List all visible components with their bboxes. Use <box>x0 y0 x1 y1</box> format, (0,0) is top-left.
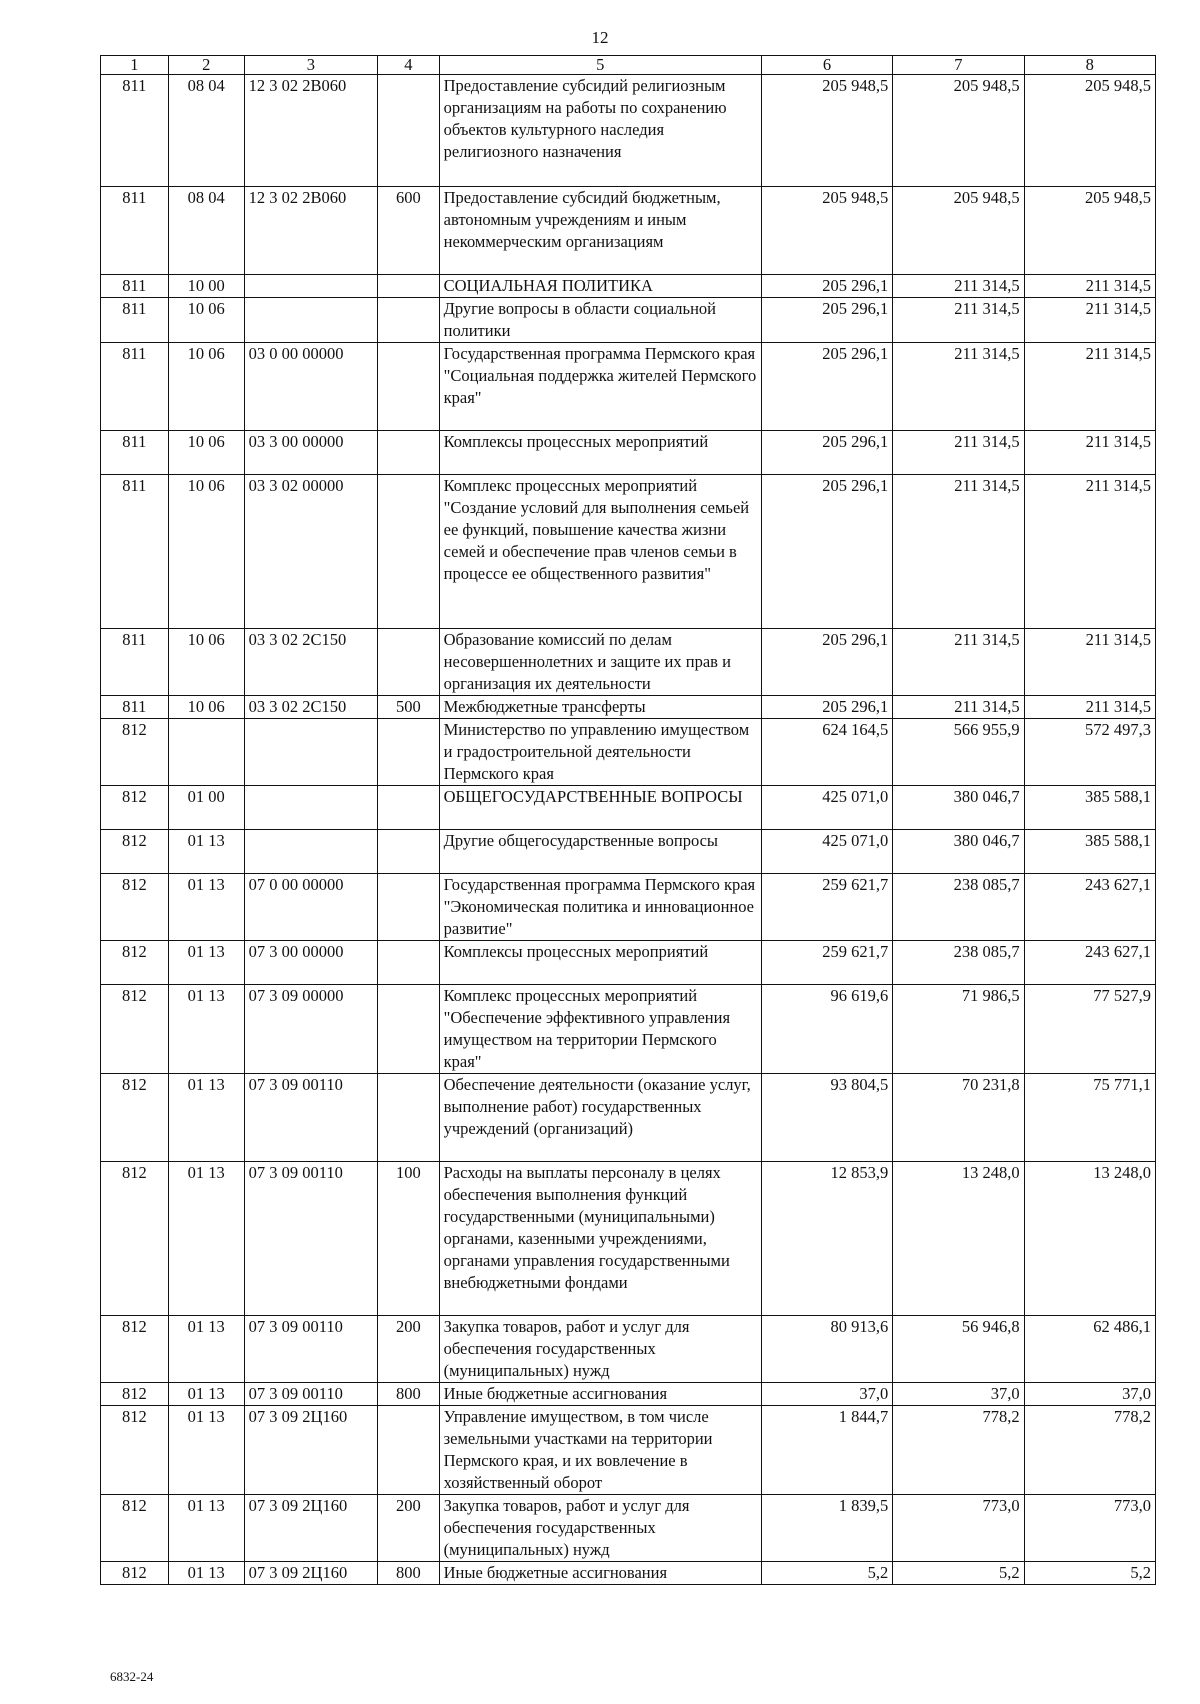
expense-type-cell <box>378 1406 440 1495</box>
amount-2024-cell: 205 948,5 <box>761 187 892 275</box>
amount-2025-cell: 778,2 <box>893 1406 1024 1495</box>
description-cell: Иные бюджетные ассигнования <box>439 1562 761 1585</box>
section-code-cell: 01 13 <box>168 1562 244 1585</box>
amount-2026-cell: 385 588,1 <box>1024 786 1155 830</box>
amount-2026-cell: 773,0 <box>1024 1495 1155 1562</box>
description-cell: Иные бюджетные ассигнования <box>439 1383 761 1406</box>
description-cell: Другие общегосударственные вопросы <box>439 830 761 874</box>
target-article-cell <box>244 275 377 298</box>
target-article-cell: 07 0 00 00000 <box>244 874 377 941</box>
section-code-cell: 10 06 <box>168 298 244 343</box>
amount-2024-cell: 425 071,0 <box>761 786 892 830</box>
description-cell: Комплексы процессных мероприятий <box>439 431 761 475</box>
column-header: 4 <box>378 56 440 75</box>
expense-type-cell <box>378 786 440 830</box>
expense-type-cell: 800 <box>378 1383 440 1406</box>
expense-type-cell <box>378 275 440 298</box>
target-article-cell: 07 3 09 00110 <box>244 1162 377 1316</box>
amount-2025-cell: 211 314,5 <box>893 343 1024 431</box>
amount-2025-cell: 566 955,9 <box>893 719 1024 786</box>
amount-2025-cell: 211 314,5 <box>893 275 1024 298</box>
admin-code-cell: 812 <box>101 786 169 830</box>
admin-code-cell: 812 <box>101 1406 169 1495</box>
amount-2025-cell: 238 085,7 <box>893 874 1024 941</box>
target-article-cell: 07 3 09 2Ц160 <box>244 1495 377 1562</box>
column-number-row <box>101 56 1156 75</box>
amount-2025-cell: 205 948,5 <box>893 187 1024 275</box>
admin-code-cell: 811 <box>101 629 169 696</box>
admin-code-cell: 811 <box>101 431 169 475</box>
admin-code-cell: 811 <box>101 275 169 298</box>
section-code-cell: 10 06 <box>168 696 244 719</box>
admin-code-cell: 811 <box>101 298 169 343</box>
section-code-cell: 10 06 <box>168 343 244 431</box>
section-code-cell: 01 00 <box>168 786 244 830</box>
amount-2026-cell: 211 314,5 <box>1024 343 1155 431</box>
column-header: 1 <box>101 56 169 75</box>
amount-2026-cell: 211 314,5 <box>1024 475 1155 629</box>
table-row <box>101 1383 1156 1406</box>
amount-2024-cell: 205 296,1 <box>761 696 892 719</box>
section-code-cell: 10 06 <box>168 629 244 696</box>
table-row <box>101 719 1156 786</box>
target-article-cell: 07 3 00 00000 <box>244 941 377 985</box>
description-cell: Обеспечение деятельности (оказание услуг, выполнение работ) государственных учреждений (организаций) <box>439 1074 761 1162</box>
section-code-cell: 01 13 <box>168 1383 244 1406</box>
expense-type-cell <box>378 985 440 1074</box>
amount-2026-cell: 77 527,9 <box>1024 985 1155 1074</box>
amount-2024-cell: 93 804,5 <box>761 1074 892 1162</box>
expense-type-cell <box>378 874 440 941</box>
table-row <box>101 985 1156 1074</box>
section-code-cell: 01 13 <box>168 1316 244 1383</box>
expense-type-cell <box>378 719 440 786</box>
target-article-cell: 03 3 02 00000 <box>244 475 377 629</box>
table-row <box>101 1074 1156 1162</box>
amount-2025-cell: 211 314,5 <box>893 431 1024 475</box>
table-row <box>101 343 1156 431</box>
expense-type-cell: 200 <box>378 1316 440 1383</box>
admin-code-cell: 812 <box>101 985 169 1074</box>
target-article-cell: 07 3 09 00000 <box>244 985 377 1074</box>
document-code: 6832-24 <box>110 1669 154 1684</box>
expense-type-cell <box>378 830 440 874</box>
section-code-cell: 10 06 <box>168 431 244 475</box>
section-code-cell: 01 13 <box>168 1162 244 1316</box>
target-article-cell: 07 3 09 00110 <box>244 1316 377 1383</box>
amount-2025-cell: 37,0 <box>893 1383 1024 1406</box>
expense-type-cell: 800 <box>378 1562 440 1585</box>
table-row <box>101 941 1156 985</box>
table-row <box>101 298 1156 343</box>
table-row <box>101 1495 1156 1562</box>
amount-2026-cell: 75 771,1 <box>1024 1074 1155 1162</box>
description-cell: Комплекс процессных мероприятий "Обеспечение эффективного управления имуществом на территории Пермского края" <box>439 985 761 1074</box>
table-row <box>101 75 1156 187</box>
amount-2025-cell: 211 314,5 <box>893 298 1024 343</box>
expense-type-cell <box>378 941 440 985</box>
expense-type-cell <box>378 629 440 696</box>
amount-2024-cell: 259 621,7 <box>761 874 892 941</box>
target-article-cell <box>244 298 377 343</box>
description-cell: Закупка товаров, работ и услуг для обеспечения государственных (муниципальных) нужд <box>439 1316 761 1383</box>
table-row <box>101 696 1156 719</box>
amount-2024-cell: 205 296,1 <box>761 629 892 696</box>
target-article-cell <box>244 719 377 786</box>
admin-code-cell: 812 <box>101 874 169 941</box>
table-row <box>101 187 1156 275</box>
amount-2025-cell: 380 046,7 <box>893 786 1024 830</box>
amount-2026-cell: 62 486,1 <box>1024 1316 1155 1383</box>
target-article-cell <box>244 830 377 874</box>
admin-code-cell: 812 <box>101 1562 169 1585</box>
table-row <box>101 1562 1156 1585</box>
amount-2024-cell: 205 948,5 <box>761 75 892 187</box>
description-cell: Министерство по управлению имуществом и градостроительной деятельности Пермского края <box>439 719 761 786</box>
admin-code-cell: 812 <box>101 941 169 985</box>
amount-2024-cell: 37,0 <box>761 1383 892 1406</box>
amount-2024-cell: 5,2 <box>761 1562 892 1585</box>
amount-2024-cell: 1 839,5 <box>761 1495 892 1562</box>
section-code-cell: 01 13 <box>168 1406 244 1495</box>
table-row <box>101 1406 1156 1495</box>
amount-2026-cell: 243 627,1 <box>1024 941 1155 985</box>
section-code-cell: 01 13 <box>168 874 244 941</box>
admin-code-cell: 812 <box>101 1495 169 1562</box>
column-header: 6 <box>761 56 892 75</box>
expense-type-cell <box>378 75 440 187</box>
column-header: 7 <box>893 56 1024 75</box>
section-code-cell: 01 13 <box>168 830 244 874</box>
section-code-cell: 08 04 <box>168 75 244 187</box>
amount-2026-cell: 37,0 <box>1024 1383 1155 1406</box>
amount-2024-cell: 624 164,5 <box>761 719 892 786</box>
amount-2025-cell: 211 314,5 <box>893 629 1024 696</box>
column-header: 5 <box>439 56 761 75</box>
description-cell: Расходы на выплаты персоналу в целях обеспечения выполнения функций государственными (муниципальными) органами, казенными учреждениями, органами управления государственными внебюджетными фондами <box>439 1162 761 1316</box>
admin-code-cell: 811 <box>101 696 169 719</box>
expense-type-cell <box>378 475 440 629</box>
section-code-cell: 01 13 <box>168 1074 244 1162</box>
expense-type-cell: 200 <box>378 1495 440 1562</box>
table-body <box>101 75 1156 1585</box>
page-number: 12 <box>591 28 609 47</box>
amount-2026-cell: 211 314,5 <box>1024 298 1155 343</box>
target-article-cell: 03 3 00 00000 <box>244 431 377 475</box>
table-row <box>101 629 1156 696</box>
description-cell: Комплекс процессных мероприятий "Создание условий для выполнения семьей ее функций, повышение качества жизни семей и обеспечение прав членов семьи в процессе ее общественного развития" <box>439 475 761 629</box>
amount-2025-cell: 211 314,5 <box>893 696 1024 719</box>
amount-2025-cell: 205 948,5 <box>893 75 1024 187</box>
admin-code-cell: 812 <box>101 1074 169 1162</box>
description-cell: Предоставление субсидий религиозным организациям на работы по сохранению объектов культурного наследия религиозного назначения <box>439 75 761 187</box>
section-code-cell: 10 06 <box>168 475 244 629</box>
amount-2025-cell: 56 946,8 <box>893 1316 1024 1383</box>
amount-2024-cell: 205 296,1 <box>761 475 892 629</box>
amount-2025-cell: 380 046,7 <box>893 830 1024 874</box>
expense-type-cell: 600 <box>378 187 440 275</box>
admin-code-cell: 811 <box>101 187 169 275</box>
amount-2026-cell: 5,2 <box>1024 1562 1155 1585</box>
section-code-cell: 01 13 <box>168 985 244 1074</box>
admin-code-cell: 811 <box>101 75 169 187</box>
amount-2025-cell: 70 231,8 <box>893 1074 1024 1162</box>
amount-2024-cell: 96 619,6 <box>761 985 892 1074</box>
table-row <box>101 275 1156 298</box>
amount-2026-cell: 205 948,5 <box>1024 75 1155 187</box>
column-header: 3 <box>244 56 377 75</box>
description-cell: Межбюджетные трансферты <box>439 696 761 719</box>
amount-2026-cell: 205 948,5 <box>1024 187 1155 275</box>
description-cell: Управление имуществом, в том числе земельными участками на территории Пермского края, и их вовлечение в хозяйственный оборот <box>439 1406 761 1495</box>
expense-type-cell <box>378 343 440 431</box>
amount-2026-cell: 572 497,3 <box>1024 719 1155 786</box>
section-code-cell <box>168 719 244 786</box>
amount-2024-cell: 205 296,1 <box>761 298 892 343</box>
amount-2024-cell: 205 296,1 <box>761 275 892 298</box>
table-row <box>101 1316 1156 1383</box>
section-code-cell: 01 13 <box>168 1495 244 1562</box>
expense-type-cell <box>378 298 440 343</box>
description-cell: Закупка товаров, работ и услуг для обеспечения государственных (муниципальных) нужд <box>439 1495 761 1562</box>
target-article-cell: 03 3 02 2С150 <box>244 696 377 719</box>
amount-2026-cell: 778,2 <box>1024 1406 1155 1495</box>
section-code-cell: 10 00 <box>168 275 244 298</box>
amount-2024-cell: 205 296,1 <box>761 431 892 475</box>
target-article-cell: 12 3 02 2В060 <box>244 75 377 187</box>
description-cell: Другие вопросы в области социальной политики <box>439 298 761 343</box>
amount-2026-cell: 243 627,1 <box>1024 874 1155 941</box>
description-cell: Предоставление субсидий бюджетным, автономным учреждениям и иным некоммерческим организациям <box>439 187 761 275</box>
target-article-cell: 07 3 09 00110 <box>244 1074 377 1162</box>
amount-2024-cell: 80 913,6 <box>761 1316 892 1383</box>
amount-2024-cell: 12 853,9 <box>761 1162 892 1316</box>
admin-code-cell: 812 <box>101 1162 169 1316</box>
description-cell: Государственная программа Пермского края "Социальная поддержка жителей Пермского края" <box>439 343 761 431</box>
amount-2026-cell: 211 314,5 <box>1024 275 1155 298</box>
amount-2024-cell: 205 296,1 <box>761 343 892 431</box>
amount-2024-cell: 259 621,7 <box>761 941 892 985</box>
target-article-cell: 12 3 02 2В060 <box>244 187 377 275</box>
admin-code-cell: 811 <box>101 343 169 431</box>
amount-2026-cell: 13 248,0 <box>1024 1162 1155 1316</box>
table-row <box>101 874 1156 941</box>
amount-2026-cell: 211 314,5 <box>1024 629 1155 696</box>
amount-2025-cell: 773,0 <box>893 1495 1024 1562</box>
amount-2026-cell: 385 588,1 <box>1024 830 1155 874</box>
description-cell: СОЦИАЛЬНАЯ ПОЛИТИКА <box>439 275 761 298</box>
description-cell: ОБЩЕГОСУДАРСТВЕННЫЕ ВОПРОСЫ <box>439 786 761 830</box>
target-article-cell: 03 3 02 2С150 <box>244 629 377 696</box>
amount-2025-cell: 5,2 <box>893 1562 1024 1585</box>
description-cell: Государственная программа Пермского края "Экономическая политика и инновационное развитие" <box>439 874 761 941</box>
amount-2024-cell: 1 844,7 <box>761 1406 892 1495</box>
amount-2024-cell: 425 071,0 <box>761 830 892 874</box>
amount-2025-cell: 71 986,5 <box>893 985 1024 1074</box>
description-cell: Образование комиссий по делам несовершеннолетних и защите их прав и организация их деятельности <box>439 629 761 696</box>
amount-2025-cell: 13 248,0 <box>893 1162 1024 1316</box>
admin-code-cell: 812 <box>101 830 169 874</box>
table-row <box>101 1162 1156 1316</box>
amount-2026-cell: 211 314,5 <box>1024 696 1155 719</box>
description-cell: Комплексы процессных мероприятий <box>439 941 761 985</box>
table-row <box>101 786 1156 830</box>
admin-code-cell: 811 <box>101 475 169 629</box>
admin-code-cell: 812 <box>101 1316 169 1383</box>
column-header: 8 <box>1024 56 1155 75</box>
table-row <box>101 830 1156 874</box>
expense-type-cell: 100 <box>378 1162 440 1316</box>
target-article-cell <box>244 786 377 830</box>
section-code-cell: 01 13 <box>168 941 244 985</box>
amount-2025-cell: 238 085,7 <box>893 941 1024 985</box>
admin-code-cell: 812 <box>101 1383 169 1406</box>
amount-2025-cell: 211 314,5 <box>893 475 1024 629</box>
budget-table <box>100 55 1156 1585</box>
column-header: 2 <box>168 56 244 75</box>
admin-code-cell: 812 <box>101 719 169 786</box>
target-article-cell: 03 0 00 00000 <box>244 343 377 431</box>
table-row <box>101 431 1156 475</box>
expense-type-cell <box>378 431 440 475</box>
expense-type-cell <box>378 1074 440 1162</box>
target-article-cell: 07 3 09 2Ц160 <box>244 1406 377 1495</box>
amount-2026-cell: 211 314,5 <box>1024 431 1155 475</box>
target-article-cell: 07 3 09 2Ц160 <box>244 1562 377 1585</box>
target-article-cell: 07 3 09 00110 <box>244 1383 377 1406</box>
table-row <box>101 475 1156 629</box>
expense-type-cell: 500 <box>378 696 440 719</box>
section-code-cell: 08 04 <box>168 187 244 275</box>
